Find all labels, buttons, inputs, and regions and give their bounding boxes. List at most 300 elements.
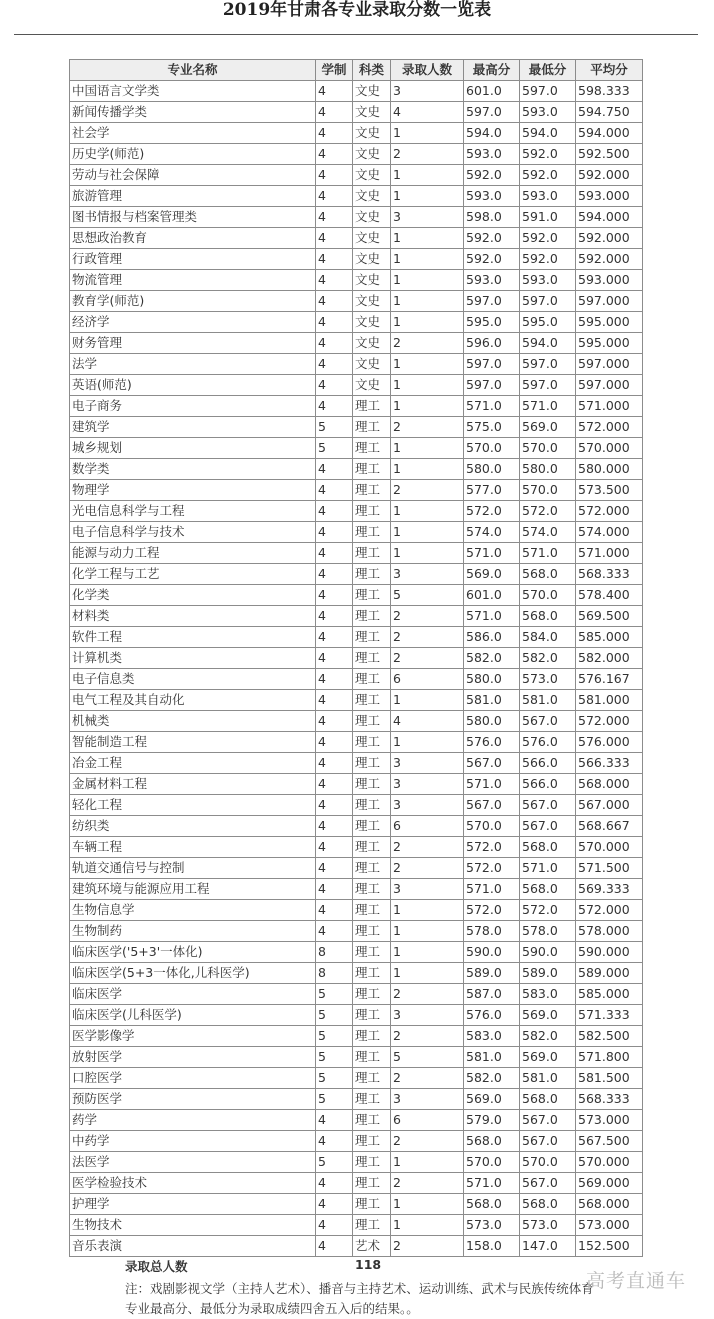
table-row [70,396,643,417]
cell-max-score: 570.0 [464,1152,520,1173]
cell-avg-score: 582.000 [576,648,643,669]
cell-major: 智能制造工程 [70,732,316,753]
cell-max-score: 586.0 [464,627,520,648]
cell-category: 文史 [353,312,391,333]
cell-category: 文史 [353,144,391,165]
cell-avg-score: 592.500 [576,144,643,165]
cell-category: 理工 [353,438,391,459]
table-row [70,585,643,606]
cell-duration: 4 [316,501,353,522]
table-row [70,564,643,585]
footnote: 注：戏剧影视文学（主持人艺术）、播音与主持艺术、运动训练、武术与民族传统体育专业最高分、最低分为录取成绩四舍五入后的结果。。 [125,1281,594,1316]
cell-major: 生物制药 [70,921,316,942]
cell-avg-score: 595.000 [576,312,643,333]
cell-duration: 4 [316,333,353,354]
total-admitted-label: 录取总人数 [125,1259,188,1274]
cell-max-score: 597.0 [464,102,520,123]
cell-min-score: 593.0 [520,186,576,207]
cell-duration: 5 [316,1068,353,1089]
cell-max-score: 592.0 [464,165,520,186]
cell-major: 医学检验技术 [70,1173,316,1194]
cell-max-score: 158.0 [464,1236,520,1257]
cell-major: 历史学(师范) [70,144,316,165]
cell-min-score: 574.0 [520,522,576,543]
cell-category: 理工 [353,963,391,984]
cell-avg-score: 578.000 [576,921,643,942]
cell-admitted-count: 3 [391,879,464,900]
table-row [70,606,643,627]
cell-major: 旅游管理 [70,186,316,207]
cell-avg-score: 573.000 [576,1110,643,1131]
cell-duration: 5 [316,417,353,438]
cell-max-score: 597.0 [464,354,520,375]
cell-category: 理工 [353,1089,391,1110]
cell-min-score: 569.0 [520,1005,576,1026]
cell-max-score: 587.0 [464,984,520,1005]
cell-category: 理工 [353,1215,391,1236]
cell-min-score: 594.0 [520,123,576,144]
cell-duration: 4 [316,1131,353,1152]
cell-major: 社会学 [70,123,316,144]
cell-min-score: 573.0 [520,1215,576,1236]
cell-duration: 5 [316,1152,353,1173]
cell-min-score: 593.0 [520,102,576,123]
cell-admitted-count: 4 [391,711,464,732]
cell-category: 文史 [353,228,391,249]
cell-major: 护理学 [70,1194,316,1215]
cell-major: 药学 [70,1110,316,1131]
cell-duration: 4 [316,354,353,375]
table-row [70,690,643,711]
cell-duration: 4 [316,249,353,270]
cell-avg-score: 592.000 [576,165,643,186]
cell-max-score: 583.0 [464,1026,520,1047]
cell-max-score: 570.0 [464,816,520,837]
cell-avg-score: 568.667 [576,816,643,837]
cell-major: 电子商务 [70,396,316,417]
cell-category: 文史 [353,81,391,102]
cell-admitted-count: 1 [391,942,464,963]
cell-avg-score: 152.500 [576,1236,643,1257]
table-row [70,165,643,186]
cell-duration: 4 [316,585,353,606]
header-category: 科类 [353,60,391,81]
cell-min-score: 582.0 [520,648,576,669]
cell-duration: 5 [316,984,353,1005]
cell-category: 理工 [353,795,391,816]
cell-avg-score: 569.500 [576,606,643,627]
cell-max-score: 595.0 [464,312,520,333]
cell-admitted-count: 2 [391,1026,464,1047]
cell-max-score: 567.0 [464,753,520,774]
cell-admitted-count: 1 [391,522,464,543]
cell-min-score: 592.0 [520,165,576,186]
cell-duration: 4 [316,543,353,564]
cell-admitted-count: 2 [391,1236,464,1257]
cell-category: 理工 [353,522,391,543]
cell-category: 理工 [353,711,391,732]
table-body [70,81,643,1257]
cell-duration: 4 [316,228,353,249]
cell-major: 口腔医学 [70,1068,316,1089]
cell-min-score: 568.0 [520,1089,576,1110]
table-row [70,228,643,249]
cell-duration: 4 [316,564,353,585]
cell-admitted-count: 5 [391,1047,464,1068]
cell-admitted-count: 1 [391,270,464,291]
cell-min-score: 592.0 [520,228,576,249]
cell-admitted-count: 2 [391,1131,464,1152]
cell-min-score: 567.0 [520,1173,576,1194]
cell-max-score: 601.0 [464,81,520,102]
cell-max-score: 574.0 [464,522,520,543]
cell-major: 纺织类 [70,816,316,837]
cell-category: 理工 [353,900,391,921]
cell-min-score: 595.0 [520,312,576,333]
cell-admitted-count: 1 [391,291,464,312]
cell-avg-score: 589.000 [576,963,643,984]
cell-admitted-count: 1 [391,900,464,921]
cell-avg-score: 597.000 [576,354,643,375]
cell-admitted-count: 1 [391,1215,464,1236]
cell-duration: 4 [316,102,353,123]
cell-major: 物流管理 [70,270,316,291]
cell-min-score: 567.0 [520,1110,576,1131]
cell-max-score: 593.0 [464,186,520,207]
cell-admitted-count: 1 [391,438,464,459]
cell-max-score: 582.0 [464,1068,520,1089]
cell-avg-score: 571.500 [576,858,643,879]
cell-major: 城乡规划 [70,438,316,459]
cell-category: 理工 [353,417,391,438]
cell-min-score: 568.0 [520,606,576,627]
cell-duration: 5 [316,1089,353,1110]
cell-max-score: 581.0 [464,690,520,711]
cell-admitted-count: 1 [391,1152,464,1173]
cell-min-score: 567.0 [520,1131,576,1152]
table-row [70,354,643,375]
cell-major: 数学类 [70,459,316,480]
cell-max-score: 577.0 [464,480,520,501]
table-row [70,522,643,543]
cell-avg-score: 568.000 [576,1194,643,1215]
cell-major: 财务管理 [70,333,316,354]
cell-category: 理工 [353,1173,391,1194]
cell-major: 金属材料工程 [70,774,316,795]
cell-duration: 4 [316,291,353,312]
cell-major: 轻化工程 [70,795,316,816]
cell-min-score: 570.0 [520,438,576,459]
cell-major: 临床医学(儿科医学) [70,1005,316,1026]
cell-duration: 4 [316,396,353,417]
cell-category: 理工 [353,1068,391,1089]
cell-duration: 8 [316,963,353,984]
cell-admitted-count: 1 [391,123,464,144]
cell-category: 理工 [353,669,391,690]
table-row [70,774,643,795]
cell-avg-score: 593.000 [576,270,643,291]
cell-min-score: 597.0 [520,81,576,102]
table-row [70,732,643,753]
cell-category: 理工 [353,1047,391,1068]
cell-duration: 4 [316,1110,353,1131]
cell-admitted-count: 2 [391,417,464,438]
cell-admitted-count: 2 [391,858,464,879]
cell-major: 生物技术 [70,1215,316,1236]
header-avg-score: 平均分 [576,60,643,81]
cell-max-score: 572.0 [464,858,520,879]
cell-duration: 4 [316,795,353,816]
title-divider [14,34,698,35]
cell-min-score: 570.0 [520,480,576,501]
cell-min-score: 567.0 [520,816,576,837]
cell-category: 文史 [353,207,391,228]
cell-category: 理工 [353,1194,391,1215]
cell-min-score: 581.0 [520,1068,576,1089]
cell-duration: 4 [316,480,353,501]
cell-max-score: 578.0 [464,921,520,942]
cell-avg-score: 572.000 [576,900,643,921]
cell-major: 冶金工程 [70,753,316,774]
cell-major: 材料类 [70,606,316,627]
cell-max-score: 592.0 [464,249,520,270]
cell-min-score: 569.0 [520,417,576,438]
table-row [70,1047,643,1068]
cell-max-score: 575.0 [464,417,520,438]
cell-avg-score: 568.000 [576,774,643,795]
cell-admitted-count: 1 [391,732,464,753]
cell-duration: 4 [316,774,353,795]
cell-major: 生物信息学 [70,900,316,921]
cell-max-score: 580.0 [464,459,520,480]
table-row [70,123,643,144]
cell-admitted-count: 2 [391,1068,464,1089]
cell-admitted-count: 3 [391,81,464,102]
cell-category: 理工 [353,921,391,942]
cell-avg-score: 597.000 [576,375,643,396]
cell-major: 机械类 [70,711,316,732]
cell-category: 文史 [353,123,391,144]
cell-avg-score: 571.000 [576,396,643,417]
cell-avg-score: 567.000 [576,795,643,816]
cell-duration: 4 [316,1173,353,1194]
table-row [70,879,643,900]
cell-max-score: 570.0 [464,438,520,459]
cell-min-score: 594.0 [520,333,576,354]
cell-admitted-count: 6 [391,816,464,837]
cell-admitted-count: 4 [391,102,464,123]
cell-min-score: 589.0 [520,963,576,984]
cell-major: 化学类 [70,585,316,606]
cell-category: 理工 [353,606,391,627]
cell-max-score: 589.0 [464,963,520,984]
cell-admitted-count: 5 [391,585,464,606]
cell-major: 电气工程及其自动化 [70,690,316,711]
cell-avg-score: 572.000 [576,417,643,438]
table-row [70,1194,643,1215]
cell-min-score: 584.0 [520,627,576,648]
cell-category: 理工 [353,816,391,837]
table-row [70,942,643,963]
cell-major: 能源与动力工程 [70,543,316,564]
cell-major: 建筑环境与能源应用工程 [70,879,316,900]
cell-admitted-count: 2 [391,333,464,354]
cell-avg-score: 567.500 [576,1131,643,1152]
cell-min-score: 597.0 [520,375,576,396]
cell-duration: 5 [316,1026,353,1047]
cell-admitted-count: 2 [391,144,464,165]
cell-category: 理工 [353,858,391,879]
cell-max-score: 571.0 [464,606,520,627]
cell-avg-score: 578.400 [576,585,643,606]
cell-min-score: 572.0 [520,900,576,921]
table-row [70,753,643,774]
cell-major: 教育学(师范) [70,291,316,312]
cell-category: 理工 [353,1110,391,1131]
cell-duration: 4 [316,165,353,186]
table-row [70,1236,643,1257]
cell-min-score: 147.0 [520,1236,576,1257]
cell-min-score: 593.0 [520,270,576,291]
cell-major: 法学 [70,354,316,375]
cell-major: 行政管理 [70,249,316,270]
cell-avg-score: 572.000 [576,501,643,522]
cell-duration: 4 [316,858,353,879]
cell-max-score: 567.0 [464,795,520,816]
table-row [70,81,643,102]
cell-category: 文史 [353,333,391,354]
cell-avg-score: 597.000 [576,291,643,312]
cell-duration: 4 [316,837,353,858]
cell-min-score: 566.0 [520,753,576,774]
cell-major: 法医学 [70,1152,316,1173]
cell-duration: 8 [316,942,353,963]
table-row [70,1152,643,1173]
cell-admitted-count: 2 [391,627,464,648]
table-row [70,480,643,501]
cell-major: 新闻传播学类 [70,102,316,123]
cell-major: 化学工程与工艺 [70,564,316,585]
page-title: 2019年甘肃各专业录取分数一览表 [222,0,492,20]
cell-min-score: 569.0 [520,1047,576,1068]
table-row [70,438,643,459]
table-row [70,963,643,984]
cell-min-score: 568.0 [520,879,576,900]
cell-avg-score: 569.333 [576,879,643,900]
table-row [70,102,643,123]
cell-duration: 5 [316,438,353,459]
cell-admitted-count: 1 [391,312,464,333]
cell-duration: 4 [316,375,353,396]
cell-avg-score: 573.000 [576,1215,643,1236]
cell-avg-score: 571.000 [576,543,643,564]
cell-duration: 4 [316,207,353,228]
cell-avg-score: 568.333 [576,1089,643,1110]
cell-max-score: 571.0 [464,543,520,564]
cell-admitted-count: 1 [391,963,464,984]
cell-min-score: 571.0 [520,396,576,417]
cell-min-score: 567.0 [520,795,576,816]
cell-max-score: 596.0 [464,333,520,354]
cell-duration: 4 [316,1194,353,1215]
cell-admitted-count: 2 [391,1173,464,1194]
cell-category: 文史 [353,354,391,375]
cell-category: 理工 [353,879,391,900]
cell-avg-score: 571.800 [576,1047,643,1068]
table-row [70,921,643,942]
table-row [70,1068,643,1089]
cell-max-score: 580.0 [464,669,520,690]
cell-major: 临床医学 [70,984,316,1005]
cell-duration: 4 [316,816,353,837]
cell-category: 理工 [353,564,391,585]
table-row [70,627,643,648]
cell-max-score: 576.0 [464,1005,520,1026]
cell-min-score: 567.0 [520,711,576,732]
cell-duration: 4 [316,312,353,333]
cell-major: 电子信息类 [70,669,316,690]
cell-major: 放射医学 [70,1047,316,1068]
cell-major: 思想政治教育 [70,228,316,249]
cell-admitted-count: 2 [391,480,464,501]
cell-avg-score: 592.000 [576,249,643,270]
cell-min-score: 592.0 [520,249,576,270]
cell-max-score: 572.0 [464,900,520,921]
cell-duration: 4 [316,1215,353,1236]
table-row [70,333,643,354]
cell-avg-score: 592.000 [576,228,643,249]
cell-category: 文史 [353,291,391,312]
cell-min-score: 592.0 [520,144,576,165]
cell-min-score: 568.0 [520,1194,576,1215]
table-row [70,501,643,522]
cell-category: 理工 [353,837,391,858]
table-row [70,207,643,228]
cell-category: 理工 [353,585,391,606]
table-row [70,900,643,921]
table-row [70,1215,643,1236]
table-row [70,417,643,438]
cell-admitted-count: 1 [391,1194,464,1215]
cell-duration: 4 [316,186,353,207]
table-row [70,375,643,396]
cell-category: 理工 [353,690,391,711]
cell-min-score: 580.0 [520,459,576,480]
admission-score-table [69,59,643,1257]
cell-admitted-count: 3 [391,795,464,816]
cell-duration: 4 [316,606,353,627]
cell-category: 理工 [353,1026,391,1047]
cell-duration: 4 [316,270,353,291]
cell-max-score: 590.0 [464,942,520,963]
cell-max-score: 598.0 [464,207,520,228]
cell-duration: 4 [316,1236,353,1257]
cell-major: 轨道交通信号与控制 [70,858,316,879]
table-row [70,858,643,879]
cell-category: 文史 [353,186,391,207]
cell-admitted-count: 1 [391,165,464,186]
cell-admitted-count: 3 [391,774,464,795]
cell-admitted-count: 6 [391,669,464,690]
cell-max-score: 573.0 [464,1215,520,1236]
cell-min-score: 568.0 [520,837,576,858]
cell-category: 理工 [353,396,391,417]
cell-category: 文史 [353,249,391,270]
cell-avg-score: 585.000 [576,984,643,1005]
header-major: 专业名称 [70,60,316,81]
header-min-score: 最低分 [520,60,576,81]
table-row [70,144,643,165]
